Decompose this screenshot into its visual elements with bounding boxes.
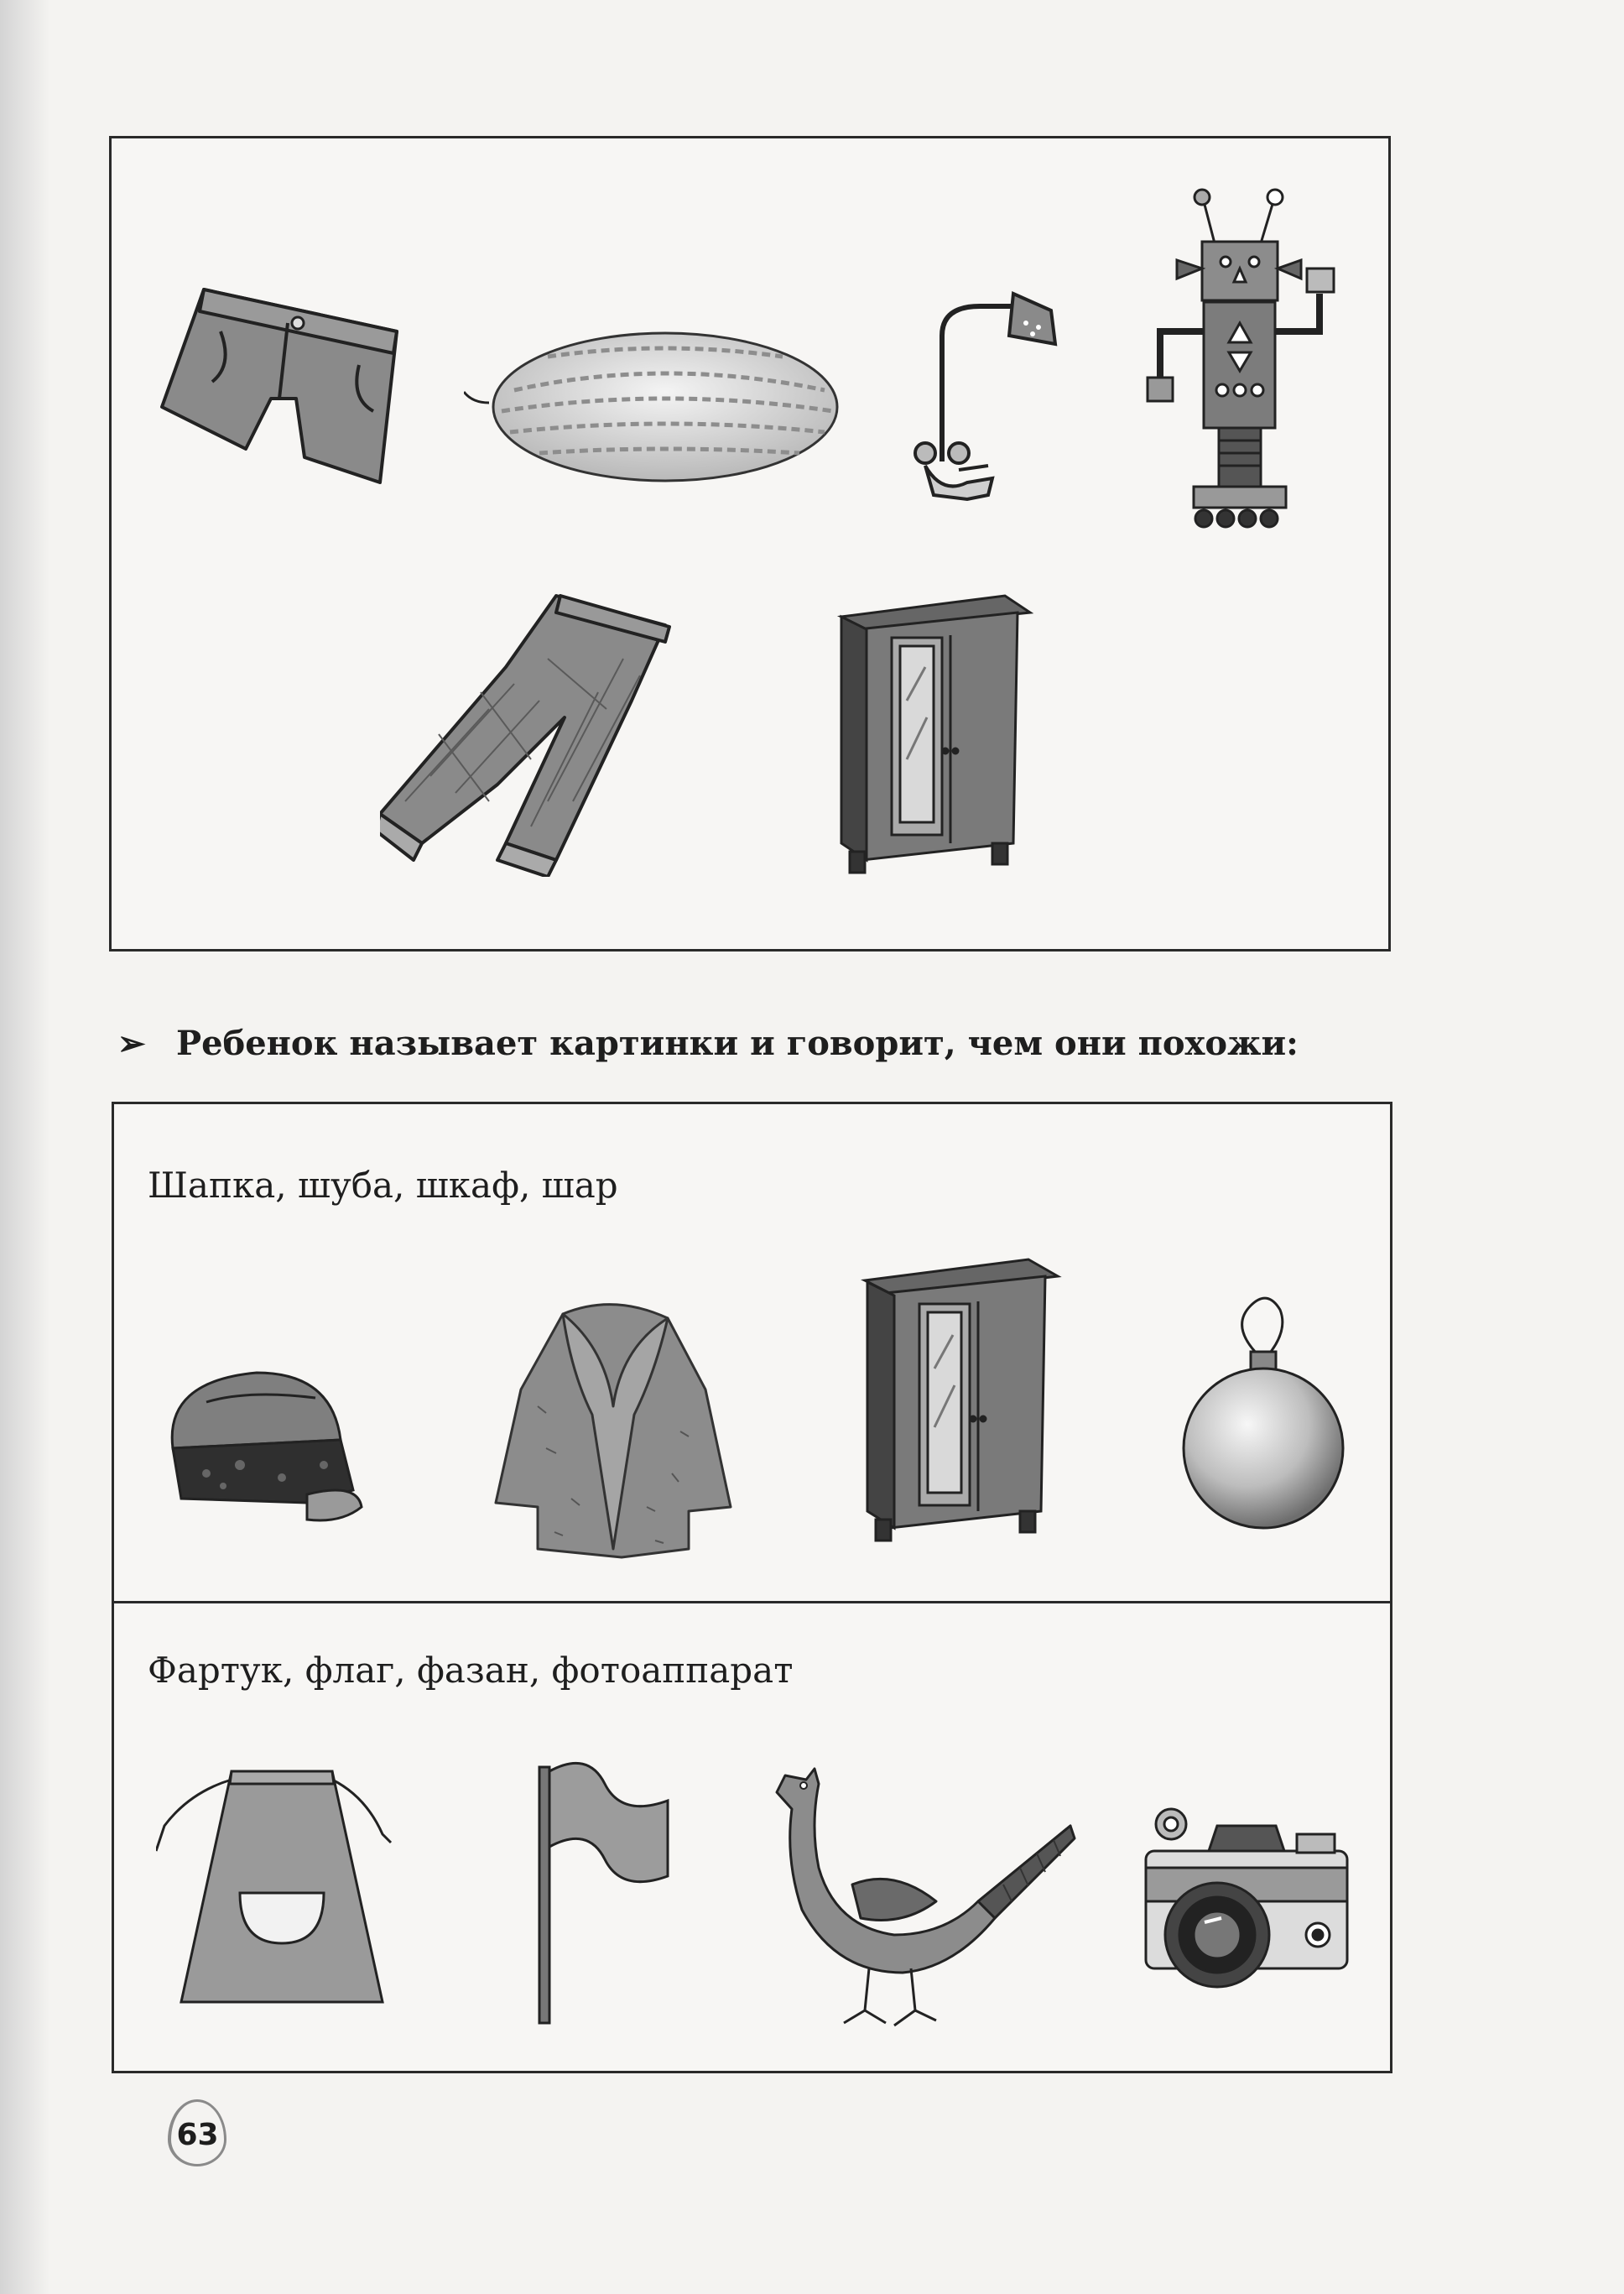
flag-picture <box>529 1750 697 2027</box>
fur-coat-picture <box>487 1297 739 1566</box>
instruction-line <box>117 1024 1376 1063</box>
shorts-picture <box>154 273 422 491</box>
bottom-picture-panel <box>112 1102 1392 2073</box>
section-divider <box>114 1601 1390 1603</box>
wardrobe-picture <box>861 1255 1062 1545</box>
pheasant-picture <box>768 1759 1079 2036</box>
apron-picture <box>156 1759 408 2019</box>
page-edge-shadow <box>0 0 50 2294</box>
camera-picture <box>1137 1801 1356 2010</box>
top-picture-panel <box>109 136 1391 951</box>
watermelon-picture <box>464 323 850 491</box>
robot-picture <box>1135 185 1353 537</box>
shower-picture <box>908 285 1076 503</box>
page-number: 63 <box>168 2099 226 2166</box>
instruction-text: Ребенок называет картинки и говорит, чем они похожи: <box>176 1024 1299 1063</box>
wardrobe-picture <box>833 592 1034 877</box>
christmas-ball-picture <box>1179 1285 1347 1545</box>
group-title-f: Фартук, флаг, фазан, фотоаппарат <box>148 1650 794 1691</box>
group-title-sh: Шапка, шуба, шкаф, шар <box>148 1165 618 1206</box>
winter-hat-picture <box>156 1356 374 1532</box>
trousers-picture <box>380 592 690 877</box>
arrow-bullet-icon: ➢ <box>117 1024 146 1063</box>
